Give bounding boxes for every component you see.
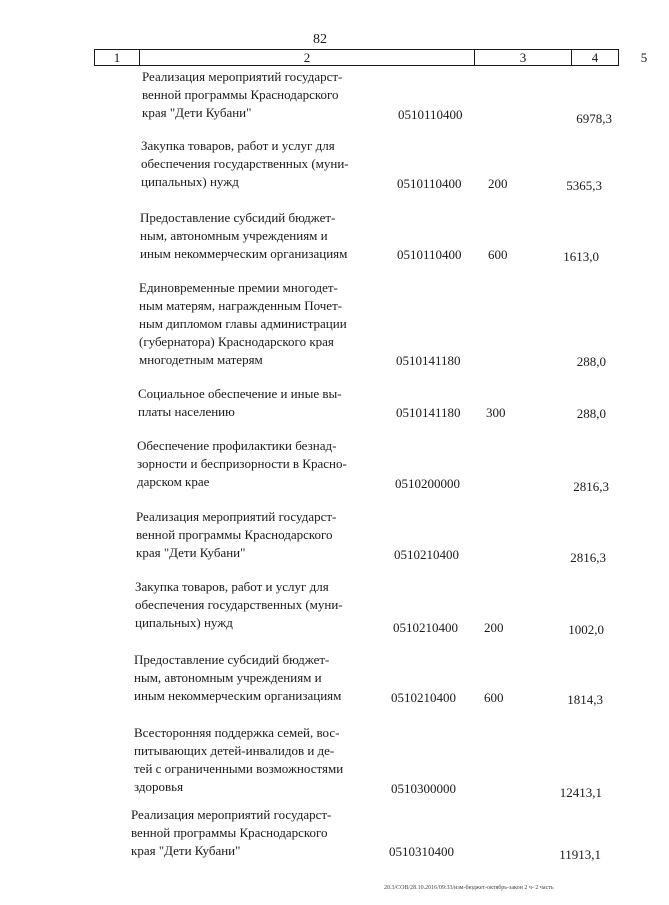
row-description: Реализация мероприятий государст- венной программы Краснодарского края "Дети Кубани"	[131, 807, 332, 858]
row-code: 0510110400	[397, 247, 462, 262]
document-footer: 20.3/СОВ/28.10.2016/09:33/изм-бюджет-октябрь-закон 2 ч- 2 часть	[384, 885, 554, 891]
page-number: 82	[313, 32, 327, 47]
header-col-5: 5	[640, 50, 648, 65]
row-description: Предоставление субсидий бюджет- ным, автономным учреждениям и иным некоммерческим организациям	[134, 652, 342, 703]
header-col-1: 1	[113, 50, 121, 65]
row-code: 0510141180	[396, 353, 461, 368]
row-code: 0510300000	[391, 781, 456, 796]
row-amount: 1613,0	[563, 249, 599, 264]
row-type: 300	[486, 405, 506, 420]
row-type: 200	[488, 176, 508, 191]
row-amount: 11913,1	[559, 847, 601, 862]
row-code: 0510110400	[398, 107, 463, 122]
row-amount: 288,0	[576, 406, 606, 421]
row-code: 0510210400	[394, 547, 459, 562]
row-amount: 1814,3	[567, 692, 603, 707]
row-description: Реализация мероприятий государст- венной программы Краснодарского края "Дети Кубани"	[136, 509, 337, 560]
row-code: 0510110400	[397, 176, 462, 191]
row-description: Закупка товаров, работ и услуг для обеспечения государственных (муни- ципальных) нужд	[135, 579, 343, 630]
row-description: Единовременные премии многодет- ным матерям, награжденным Почет- ным дипломом главы администрации (губернатора) Краснодарского края многодетным матерям	[139, 280, 347, 367]
header-col-2: 2	[303, 50, 311, 65]
row-type: 600	[488, 247, 508, 262]
row-description: Всесторонняя поддержка семей, вос- питывающих детей-инвалидов и де- тей с ограниченными возможностями здоровья	[134, 725, 344, 794]
row-amount: 6978,3	[576, 111, 612, 126]
row-amount: 12413,1	[559, 785, 602, 800]
row-code: 0510210400	[393, 620, 458, 635]
row-amount: 1002,0	[568, 622, 604, 637]
row-amount: 288,0	[576, 354, 606, 369]
row-amount: 2816,3	[573, 479, 609, 494]
row-description: Закупка товаров, работ и услуг для обеспечения государственных (муни- ципальных) нужд	[141, 138, 349, 189]
header-col-3: 3	[519, 50, 527, 65]
row-code: 0510141180	[396, 405, 461, 420]
row-code: 0510210400	[391, 690, 456, 705]
row-description: Обеспечение профилактики безнад- зорности и беспризорности в Красно- дарском крае	[137, 438, 347, 489]
row-description: Предоставление субсидий бюджет- ным, автономным учреждениям и иным некоммерческим организациям	[140, 210, 348, 261]
row-code: 0510310400	[389, 844, 454, 859]
row-code: 0510200000	[395, 476, 460, 491]
table-header	[94, 49, 648, 66]
row-type: 600	[484, 690, 504, 705]
row-description: Социальное обеспечение и иные вы- платы населению	[138, 386, 342, 419]
header-col-4: 4	[591, 50, 599, 65]
row-amount: 2816,3	[570, 550, 606, 565]
row-amount: 5365,3	[566, 178, 602, 193]
row-description: Реализация мероприятий государст- венной программы Краснодарского края "Дети Кубани"	[142, 69, 343, 120]
row-type: 200	[484, 620, 504, 635]
